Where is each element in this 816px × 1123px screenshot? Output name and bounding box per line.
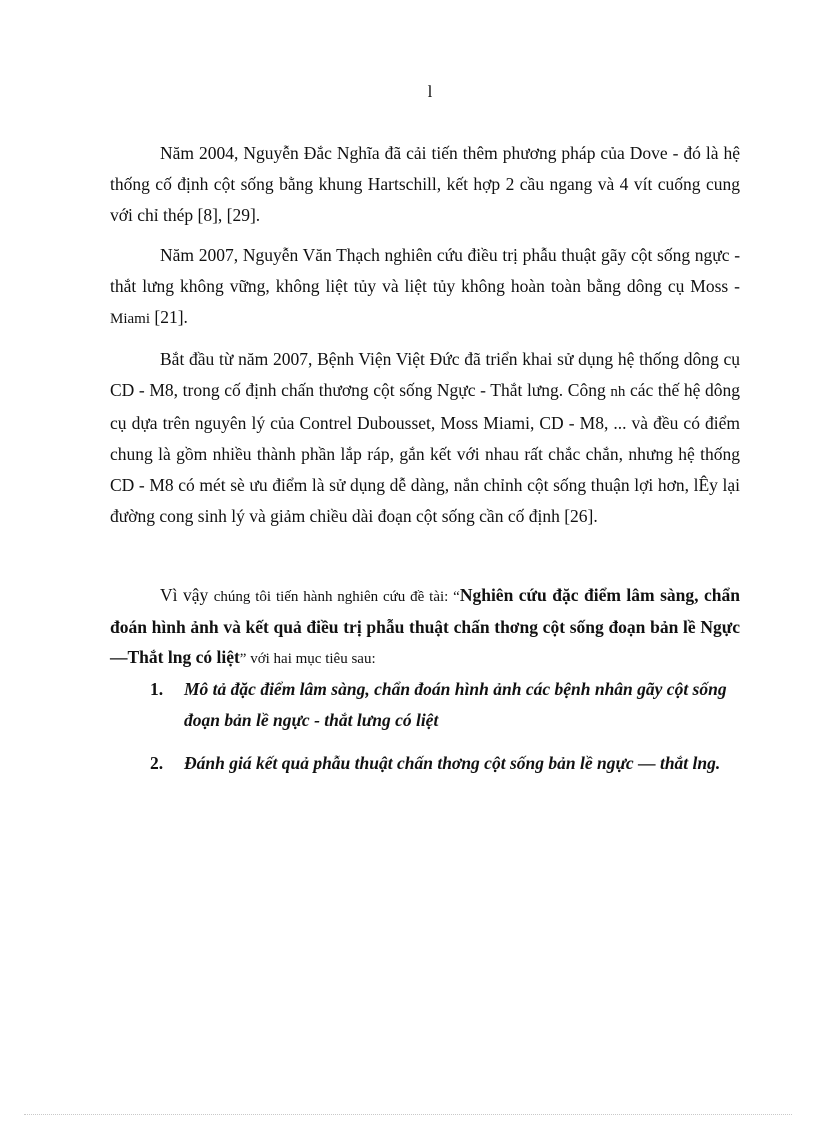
text-run: ” với hai mục tiêu sau: — [239, 651, 376, 667]
objective-item — [150, 748, 750, 779]
paragraph-dove-method: Năm 2004, Nguyễn Đắc Nghĩa đã cải tiến thêm phương pháp của Dove - đó là hệ thống cố định cột sống bằng khung Hartschill, kết hợp 2 cầu ngang và 4 vít cuống cung với chỉ thép [8], [29]. — [110, 143, 740, 225]
page-footer-divider — [24, 1114, 792, 1115]
citation: [21]. — [154, 307, 188, 327]
paragraph-cd-m8 — [110, 344, 740, 532]
objective-number: 1. — [150, 679, 164, 699]
paragraph-moss-miami — [110, 240, 740, 335]
objective-text: Mô tả đặc điểm lâm sàng, chẩn đoán hình ảnh các bệnh nhân gãy cột sống đoạn bản lề ngực - thắt lưng có liệt — [184, 679, 727, 730]
page-number: l — [427, 82, 433, 101]
objective-text: Đánh giá kết quả phẫu thuật chấn thơng cột sống bản lề ngực — thắt lng. — [184, 753, 721, 773]
text-run: Vì vậy — [160, 585, 209, 605]
text-run: các thế hệ dông cụ dựa trên nguyên lý của Contrel Dubousset, Moss Miami, CD - M8, ... và đều có điểm chung là gồm nhiều thành phần lắp ráp, gắn kết với nhau rất chắc chắn, nhưng hệ thống CD - M8 có mét sè ưu điểm là sử dụng dễ dàng, nắn chỉnh cột sống thuận lợi hơn, lÊy lại đường cong sinh lý và giảm chiều dài đoạn cột sống cần cố định [26]. — [110, 380, 741, 526]
text-run: Bắt đầu từ năm 2007, Bệnh Viện Việt Đức đã triển khai sử dụng hệ thống dông cụ CD - M8, trong cố định chấn thương cột sống Ngực - Thắt lưng. Công — [110, 349, 740, 400]
text-run: chúng tôi tiến hành nghiên cứu đề tài: “ — [213, 589, 460, 605]
study-title: Nghiên cứu đặc điểm lâm sàng, chẩn đoán hình ảnh và kết quả điều trị phẫu thuật chấn thơng cột sống đoạn bản lề Ngực —Thắt lng có liệt — [110, 585, 740, 667]
text-run: Miami — [110, 311, 150, 327]
paragraph-study-title — [110, 580, 740, 674]
year-text: 2007, — [198, 245, 239, 265]
text-run: nh — [610, 384, 626, 400]
objective-number: 2. — [150, 753, 164, 773]
objective-item — [150, 674, 750, 736]
text-run: Nguyễn Văn Thạch nghiên cứu điều trị phẫu thuật gãy cột sống ngực - thắt lưng không vững, không liệt tủy và liệt tủy không hoàn toàn bằng dông cụ Moss - — [110, 245, 741, 296]
text-run: Năm — [160, 245, 195, 265]
